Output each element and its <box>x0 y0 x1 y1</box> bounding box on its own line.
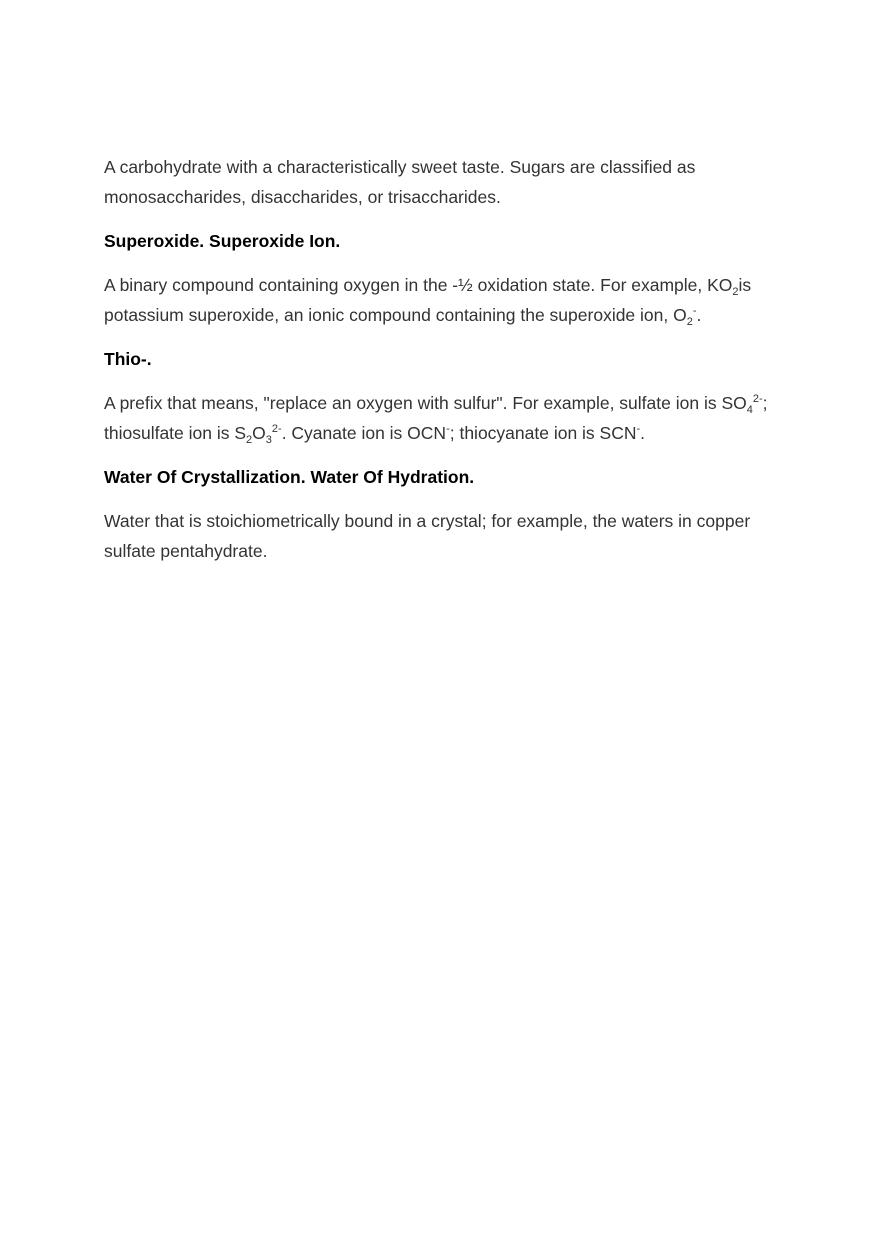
superscript: - <box>636 423 641 435</box>
definition-text: A carbohydrate with a characteristically sweet taste. Sugars are classified as monosaccharides, disaccharides, or trisaccharides. <box>104 157 696 207</box>
subscript: 2 <box>246 434 253 446</box>
glossary-content <box>104 152 784 566</box>
definition-text: ; thiosulfate ion is S <box>104 393 768 443</box>
definition-superoxide <box>104 270 784 330</box>
definition-text: Water that is stoichiometrically bound in a crystal; for example, the waters in copper sulfate pentahydrate. <box>104 511 751 561</box>
definition-thio <box>104 388 784 448</box>
superscript: - <box>446 423 450 435</box>
term-water-of-crystallization: Water Of Crystallization. Water Of Hydration. <box>104 467 475 487</box>
definition-text: . Cyanate ion is OCN <box>281 423 447 443</box>
subscript: 2 <box>732 286 739 298</box>
definition-text: ; thiocyanate ion is SCN <box>449 423 637 443</box>
definition-text: . <box>640 423 646 443</box>
term-thio: Thio-. <box>104 349 152 369</box>
definition-text: O <box>252 423 266 443</box>
superscript: 2- <box>752 393 763 405</box>
term-superoxide: Superoxide. Superoxide Ion. <box>104 231 341 251</box>
definition-text: is potassium superoxide, an ionic compound containing the superoxide ion, O <box>104 275 752 325</box>
superscript: - <box>692 305 697 317</box>
subscript: 2 <box>686 316 693 328</box>
definition-text: A binary compound containing oxygen in the -½ oxidation state. For example, KO <box>104 275 733 295</box>
definition-text: A prefix that means, "replace an oxygen with sulfur". For example, sulfate ion is SO <box>104 393 747 413</box>
definition-sugar <box>104 152 784 212</box>
subscript: 3 <box>265 434 272 446</box>
definition-text: . <box>696 305 702 325</box>
subscript: 4 <box>746 404 753 416</box>
superscript: 2- <box>271 423 282 435</box>
definition-water-of-crystallization <box>104 506 784 566</box>
